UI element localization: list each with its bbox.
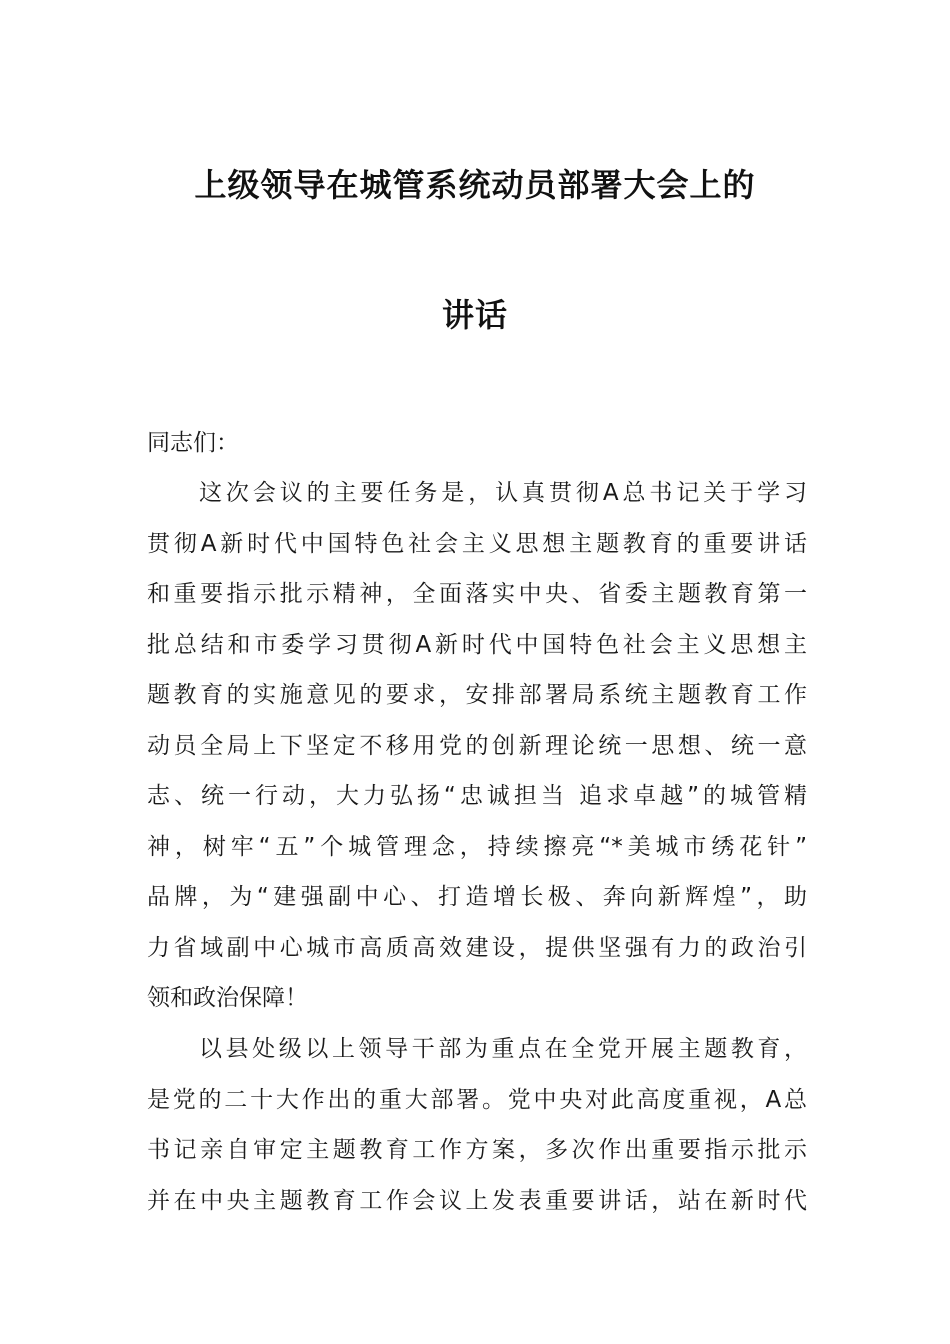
paragraph-line: 贯彻A新时代中国特色社会主义思想主题教育的重要讲话: [147, 530, 807, 557]
paragraph-line: 批总结和市委学习贯彻A新时代中国特色社会主义思想主: [147, 631, 807, 658]
paragraph-line: 神，树牢“五”个城管理念，持续擦亮“*美城市绣花针”: [147, 833, 807, 860]
paragraph-line: 书记亲自审定主题教育工作方案，多次作出重要指示批示: [147, 1137, 807, 1163]
paragraph-line: 以县处级以上领导干部为重点在全党开展主题教育，: [199, 1036, 807, 1062]
paragraph-1: [147, 468, 807, 1024]
paragraph-2: [147, 1024, 807, 1226]
paragraph-line: 品牌，为“建强副中心、打造增长极、奔向新辉煌”，助: [147, 884, 807, 910]
paragraph-line: 并在中央主题教育工作会议上发表重要讲话，站在新时代: [147, 1187, 807, 1214]
salutation: 同志们：: [147, 430, 239, 456]
paragraph-line: 这次会议的主要任务是，认真贯彻A总书记关于学习: [199, 480, 807, 506]
paragraph-line: 和重要指示批示精神，全面落实中央、省委主题教育第一: [147, 581, 807, 607]
paragraph-line: 志、统一行动，大力弘扬“忠诚担当 追求卓越”的城管精: [147, 783, 807, 809]
document-title-line-2: 讲话: [441, 296, 508, 334]
paragraph-line: 是党的二十大作出的重大部署。党中央对此高度重视，A总: [147, 1086, 807, 1113]
paragraph-line: 力省域副中心城市高质高效建设，提供坚强有力的政治引: [147, 934, 807, 961]
paragraph-line: 动员全局上下坚定不移用党的创新理论统一思想、统一意: [147, 732, 807, 759]
document-title-line-1: 上级领导在城管系统动员部署大会上的: [194, 166, 756, 204]
paragraph-line: 领和政治保障！: [147, 985, 308, 1011]
paragraph-line: 题教育的实施意见的要求，安排部署局系统主题教育工作: [147, 682, 807, 708]
